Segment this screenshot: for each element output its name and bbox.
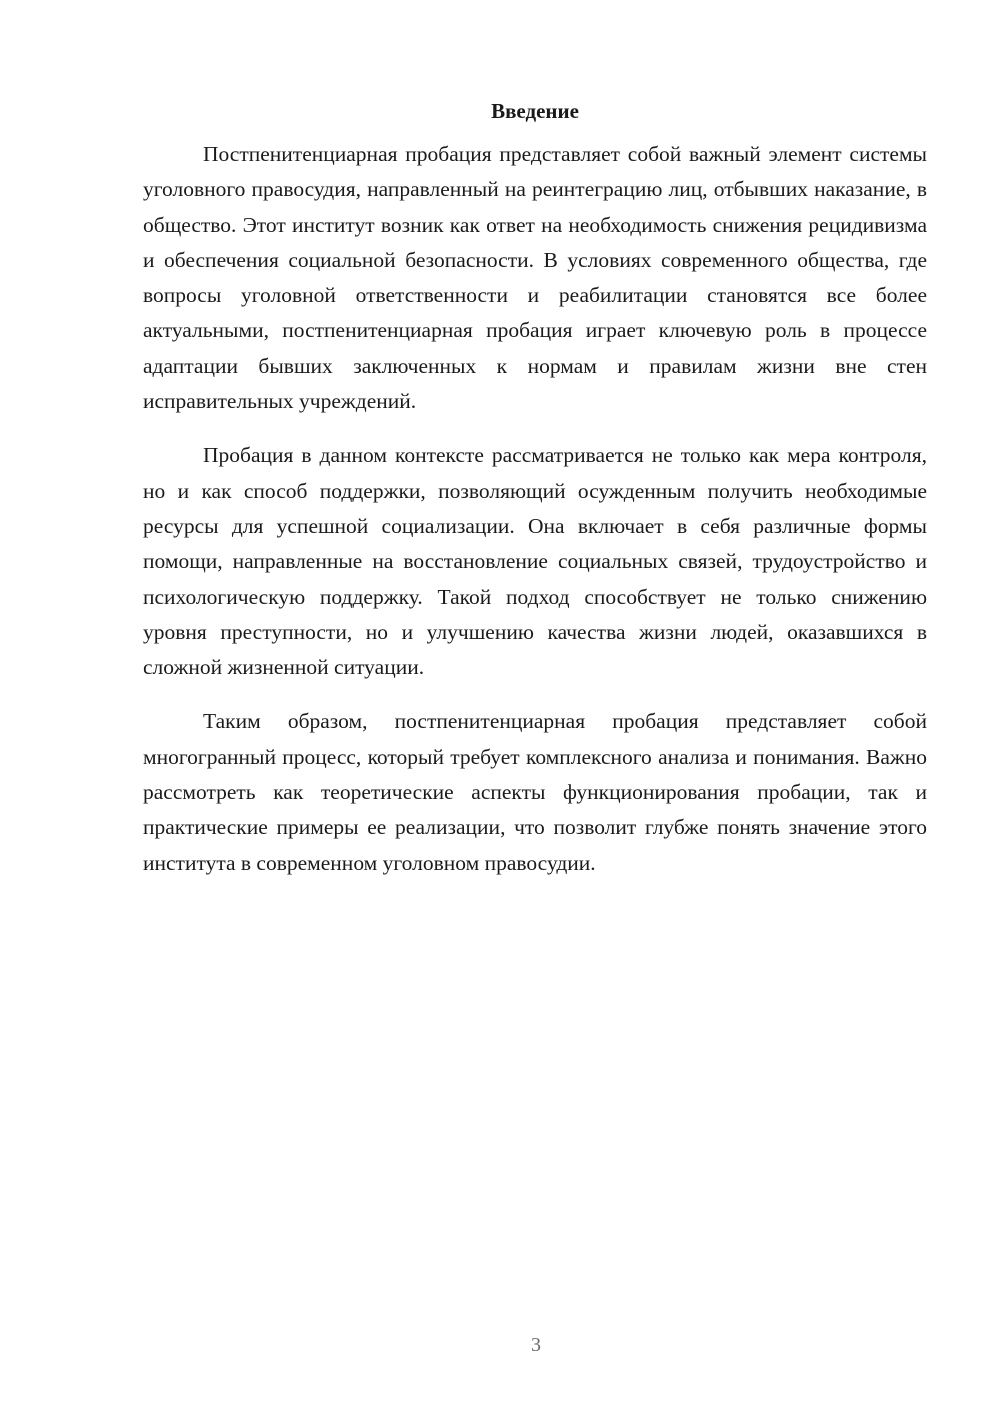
paragraph-1: Постпенитенциарная пробация представляет собой важный элемент системы уголовного правосудия, направленный на реинтеграцию лиц, отбывших наказание, в общество. Этот институт возник как ответ на необходимость снижения рецидивизма и обеспечения социальной безопасности. В условиях современного общества, где вопросы уголовной ответственности и реабилитации становятся все более актуальными, постпенитенциарная пробация играет ключевую роль в процессе адаптации бывших заключенных к нормам и правилам жизни вне стен исправительных учреждений. [143, 142, 927, 414]
page-content [143, 96, 927, 881]
paragraph-3: Таким образом, постпенитенциарная пробация представляет собой многогранный процесс, который требует комплексного анализа и понимания. Важно рассмотреть как теоретические аспекты функционирования пробации, так и практические примеры ее реализации, что позволит глубже понять значение этого института в современном уголовном правосудии. [143, 709, 927, 875]
paragraph-2: Пробация в данном контексте рассматривается не только как мера контроля, но и как способ поддержки, позволяющий осужденным получить необходимые ресурсы для успешной социализации. Она включает в себя различные формы помощи, направленные на восстановление социальных связей, трудоустройство и психологическую поддержку. Такой подход способствует не только снижению уровня преступности, но и улучшению качества жизни людей, оказавшихся в сложной жизненной ситуации. [143, 443, 927, 680]
page-number: 3 [531, 1334, 541, 1356]
section-title: Введение [491, 99, 579, 123]
